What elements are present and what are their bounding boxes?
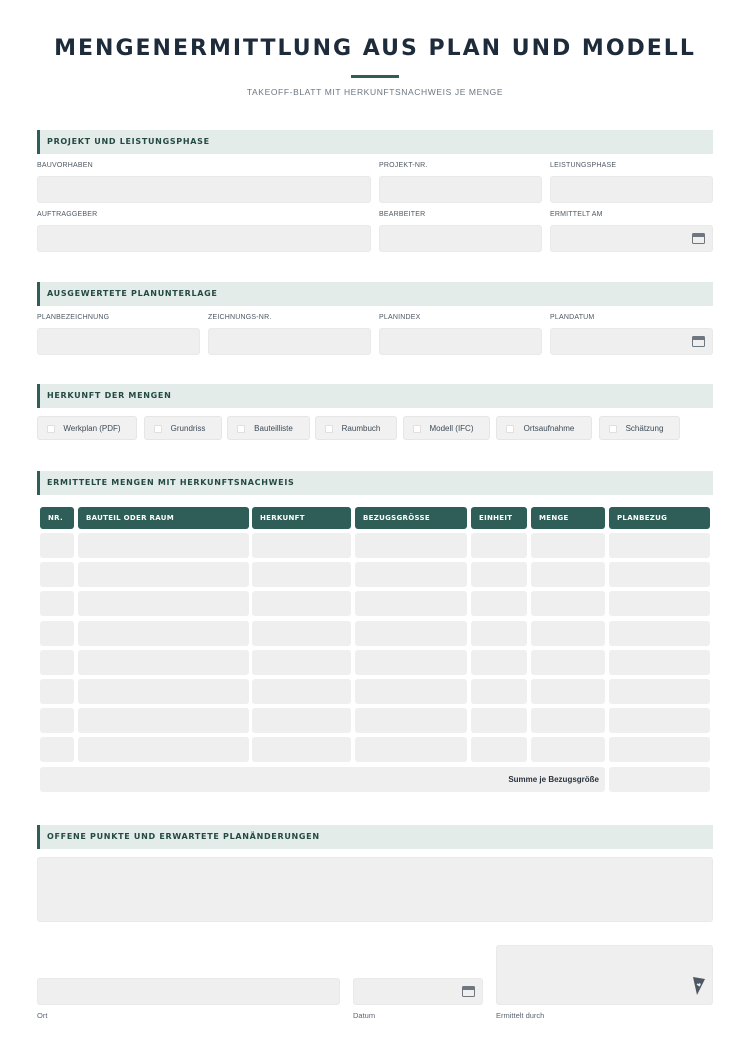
table-cell[interactable] <box>40 650 74 675</box>
table-cell[interactable] <box>355 708 467 733</box>
section-heading-plan: AUSGEWERTETE PLANUNTERLAGE <box>37 282 713 306</box>
column-header-planbezug: PLANBEZUG <box>609 507 710 529</box>
planbezeichnung-field[interactable] <box>37 328 200 355</box>
bauvorhaben-field[interactable] <box>37 176 371 203</box>
signature-field[interactable] <box>496 945 713 1005</box>
table-cell[interactable] <box>355 533 467 558</box>
zeichnungs-nr-field[interactable] <box>208 328 371 355</box>
table-cell[interactable] <box>252 562 351 587</box>
table-cell[interactable] <box>471 650 527 675</box>
option-label: Schätzung <box>625 424 664 433</box>
projekt-nr-field[interactable] <box>379 176 542 203</box>
table-cell[interactable] <box>355 737 467 762</box>
calendar-icon[interactable] <box>692 233 705 244</box>
table-cell[interactable] <box>40 591 74 616</box>
table-cell[interactable] <box>471 679 527 704</box>
sum-label: Summe je Bezugsgröße <box>508 775 599 784</box>
section-heading-source: HERKUNFT DER MENGEN <box>37 384 713 408</box>
source-option-bauteilliste[interactable] <box>227 416 310 440</box>
ermittelt-durch-label: Ermittelt durch <box>496 1011 545 1020</box>
source-option-modell-ifc[interactable] <box>403 416 490 440</box>
label-bearbeiter: BEARBEITER <box>379 211 426 218</box>
section-heading-quantities: ERMITTELTE MENGEN MIT HERKUNFTSNACHWEIS <box>37 471 713 495</box>
source-option-raumbuch[interactable] <box>315 416 397 440</box>
label-leistungsphase: LEISTUNGSPHASE <box>550 162 617 169</box>
table-cell[interactable] <box>471 591 527 616</box>
table-cell[interactable] <box>609 650 710 675</box>
sum-row <box>40 767 605 792</box>
source-option-schaetzung[interactable] <box>599 416 680 440</box>
table-cell[interactable] <box>609 533 710 558</box>
table-cell[interactable] <box>252 708 351 733</box>
table-cell[interactable] <box>471 621 527 646</box>
planindex-field[interactable] <box>379 328 542 355</box>
open-points-textarea[interactable] <box>37 857 713 922</box>
sum-value-field[interactable] <box>609 767 710 792</box>
table-cell[interactable] <box>78 533 249 558</box>
table-cell[interactable] <box>355 621 467 646</box>
column-header-bauteil: BAUTEIL ODER RAUM <box>78 507 249 529</box>
table-cell[interactable] <box>531 562 605 587</box>
table-cell[interactable] <box>40 562 74 587</box>
label-zeichnungs-nr: ZEICHNUNGS-NR. <box>208 314 272 321</box>
ort-field[interactable] <box>37 978 340 1005</box>
source-option-werkplan[interactable] <box>37 416 137 440</box>
leistungsphase-field[interactable] <box>550 176 713 203</box>
table-cell[interactable] <box>252 533 351 558</box>
table-cell[interactable] <box>78 708 249 733</box>
label-projekt-nr: PROJEKT-NR. <box>379 162 428 169</box>
table-cell[interactable] <box>78 737 249 762</box>
option-label: Werkplan (PDF) <box>63 424 121 433</box>
table-cell[interactable] <box>531 708 605 733</box>
calendar-icon[interactable] <box>462 986 475 997</box>
table-cell[interactable] <box>78 591 249 616</box>
option-label: Raumbuch <box>341 424 381 433</box>
datum-field[interactable] <box>353 978 483 1005</box>
source-option-ortsaufnahme[interactable] <box>496 416 592 440</box>
table-cell[interactable] <box>252 591 351 616</box>
table-cell[interactable] <box>355 650 467 675</box>
section-heading-open-points: OFFENE PUNKTE UND ERWARTETE PLANÄNDERUNGEN <box>37 825 713 849</box>
table-cell[interactable] <box>355 679 467 704</box>
table-cell[interactable] <box>609 562 710 587</box>
table-cell[interactable] <box>252 621 351 646</box>
table-cell[interactable] <box>471 708 527 733</box>
table-cell[interactable] <box>609 679 710 704</box>
option-label: Grundriss <box>170 424 206 433</box>
table-cell[interactable] <box>78 650 249 675</box>
table-cell[interactable] <box>531 737 605 762</box>
column-header-menge: MENGE <box>531 507 605 529</box>
table-cell[interactable] <box>252 679 351 704</box>
calendar-icon[interactable] <box>692 336 705 347</box>
table-cell[interactable] <box>78 562 249 587</box>
column-header-herkunft: HERKUNFT <box>252 507 351 529</box>
table-cell[interactable] <box>531 533 605 558</box>
table-cell[interactable] <box>40 621 74 646</box>
table-cell[interactable] <box>531 591 605 616</box>
option-label: Modell (IFC) <box>429 424 474 433</box>
source-option-grundriss[interactable] <box>144 416 222 440</box>
title-underline <box>351 75 399 78</box>
table-cell[interactable] <box>609 737 710 762</box>
bearbeiter-field[interactable] <box>379 225 542 252</box>
table-cell[interactable] <box>252 650 351 675</box>
datum-label: Datum <box>353 1011 376 1020</box>
label-plandatum: PLANDATUM <box>550 314 595 321</box>
label-ermittelt-am: ERMITTELT AM <box>550 211 603 218</box>
label-planindex: PLANINDEX <box>379 314 421 321</box>
column-header-bezugsgroesse: BEZUGSGRÖSSE <box>355 507 467 529</box>
column-header-einheit: EINHEIT <box>471 507 527 529</box>
table-cell[interactable] <box>40 708 74 733</box>
ermittelt-am-field[interactable] <box>550 225 713 252</box>
table-cell[interactable] <box>471 533 527 558</box>
option-label: Ortsaufnahme <box>523 424 575 433</box>
table-cell[interactable] <box>609 591 710 616</box>
column-header-nr: NR. <box>40 507 74 529</box>
table-cell[interactable] <box>531 621 605 646</box>
page-title: MENGENERMITTLUNG AUS PLAN UND MODELL <box>54 36 696 61</box>
auftraggeber-field[interactable] <box>37 225 371 252</box>
table-cell[interactable] <box>609 708 710 733</box>
table-cell[interactable] <box>78 621 249 646</box>
table-cell[interactable] <box>252 737 351 762</box>
table-cell[interactable] <box>531 679 605 704</box>
table-cell[interactable] <box>609 621 710 646</box>
table-cell[interactable] <box>471 737 527 762</box>
label-bauvorhaben: BAUVORHABEN <box>37 162 93 169</box>
plandatum-field[interactable] <box>550 328 713 355</box>
pen-nib-icon <box>692 975 706 997</box>
table-cell[interactable] <box>40 679 74 704</box>
table-cell[interactable] <box>40 737 74 762</box>
ort-label: Ort <box>37 1011 48 1020</box>
table-cell[interactable] <box>40 533 74 558</box>
table-cell[interactable] <box>531 650 605 675</box>
option-label: Bauteilliste <box>254 424 293 433</box>
table-cell[interactable] <box>471 562 527 587</box>
label-planbezeichnung: PLANBEZEICHNUNG <box>37 314 110 321</box>
label-auftraggeber: AUFTRAGGEBER <box>37 211 98 218</box>
page-subtitle: TAKEOFF-BLATT MIT HERKUNFTSNACHWEIS JE MENGE <box>246 87 504 97</box>
table-cell[interactable] <box>78 679 249 704</box>
table-cell[interactable] <box>355 562 467 587</box>
section-heading-project: PROJEKT UND LEISTUNGSPHASE <box>37 130 713 154</box>
table-cell[interactable] <box>355 591 467 616</box>
